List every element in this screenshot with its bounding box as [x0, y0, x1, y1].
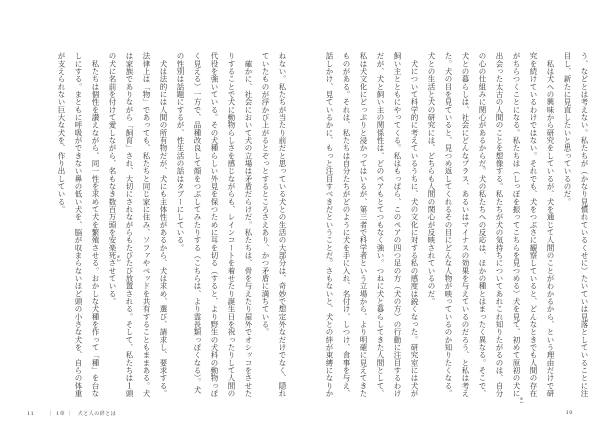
text-column: 代役を強いている。その犬種らしい外見を保つために耳を切る（すると、より野生の犬科の動物っぽ	[210, 52, 219, 398]
text-column: 確かに、社会において犬の立場は矛盾だらけだ。私たちは、骨を与えたり屋外でオシッコをさせた	[244, 52, 253, 398]
text-column: 犬との暮らしは、社会にどんなプラス、あるいはマイナスの効果を与えているのだろう、と私は考え	[461, 52, 470, 398]
text-column: 私たちは個性を讃えながら、同一性を求めて犬を繁殖させる。おかしな犬種を作って「種」を台な	[91, 52, 100, 398]
text-column: りすることで犬に動物らしさを感じながらも、レインコートを着せたり誕生日を祝ったりして人間の	[227, 52, 236, 398]
footnote-marker: ※2	[116, 254, 121, 262]
chapter-title: 犬と人の絆とは	[77, 411, 117, 417]
text-column: の性別は話題にするが、性生活の話はタブーにしている。	[176, 52, 185, 252]
text-column: 出会った太古の人間のことを想像する。私たちが犬の気持ちについてあれこれ知りたがるのは、自分	[495, 52, 504, 398]
text-column: く見える）一方で、品種改良して顔をつぶしてみたりする（こちらは、より霊長類っぽくなる）。犬	[193, 52, 202, 394]
footnote-marker: ※1	[519, 396, 524, 404]
page-10-footer	[566, 410, 573, 416]
text-column: だが、犬と飼い主の関係性は、どのペアもとてつもなく強い。つねに犬と暮らしてきた人間として、	[376, 52, 385, 398]
text-column: 犬について科学的に考えているうちに、犬の文化に対する私の感度は鋭くなった。研究室には犬が	[410, 52, 419, 398]
text-column: う、などとは考えない。私たちが（かなり見慣れているくせに）たいていは見落としていることに注	[580, 52, 589, 398]
text-column: た。犬の目を見ていると、見つめ返してくれるその目にどんな人物が映っているのか知りたくなる。	[444, 52, 453, 398]
text-column: 目し、新たに見直したいと思っているのだ。	[563, 52, 572, 206]
text-column: がちらつくことになる。私たちは（しっぽを振ってこちらを見つめる）犬を見て、初めて原初の犬に	[512, 52, 521, 398]
text-column: 犬は法的には人間の所有物だが、犬にも主体性があるから、犬は求め、選び、請求し、要求する。	[159, 52, 168, 398]
page-number: 11	[27, 411, 35, 417]
text-column: は家族でありながら「飼育」され、大切にされながらもたびたび放置される。そして、私たちは１頭	[125, 52, 134, 398]
text-column: 私は犬文化にどっぷりと浸かってはいるが、第三者で科学者という立場から、より明確に見えてきた	[359, 52, 368, 398]
text-column: 犬との生活と犬の研究には、どちらも人間の関心が反映されているのだ。	[427, 52, 436, 306]
text-column: ねない。私たちが当たり前だと思っている犬との生活の大部分は、奇妙で想定外なだけでなく、隠れ	[278, 52, 287, 398]
text-column: ていたものが浮かび上がるとぞっとするところさえあり、かつ矛盾に満ちている。	[261, 52, 270, 336]
text-column: が支えられない巨大な犬を、作り出している。	[57, 52, 66, 214]
text-column: ものがある。それは、私たちは自分たちがどのように犬を手に入れ、名付け、しつけ、食事を与え、	[342, 52, 351, 398]
text-column: 飼い主とともにやってくる。私はもっぱら、このペアの四つ足の方（犬の方）の行動に注目するわけ	[393, 52, 402, 398]
text-column: 究を続けているわけではない。それでも、犬をつぶさに観察していると、どんなときでも人間の存在	[529, 52, 538, 398]
page-11-text-block	[53, 52, 291, 399]
page-10	[300, 0, 600, 444]
text-column: 話しかけ、見ているかに、もっと注目すべきだということだ。さもないと、犬との絆が束縛になりか	[325, 52, 334, 398]
text-column: 法律上は「物」であっても、私たちと同じ家に住み、ソファやベッドを共有することもままある。犬	[142, 52, 151, 398]
chapter-marker: ｜ 1章 ｜	[48, 411, 73, 417]
page-11-footer	[27, 410, 116, 417]
text-column: しにする。まともに呼吸ができない鼻の低い犬を、脳が収まらないほど頭の小さな犬を、自らの体重	[74, 52, 83, 398]
text-column: の心の仕組みに関心があるからだ。犬の私たちへの反応は、ほかの種とはまったく異なる。そこで、	[478, 52, 487, 398]
text-column: の犬に名前を付けて愛しながら、名もなき数百万頭を安楽死させている。	[108, 52, 117, 306]
page-number: 10	[565, 410, 573, 416]
page-10-text-block	[321, 52, 593, 399]
text-column: 私は犬への興味から研究をしているが、犬を通じて人間のことがわかるから、という理由だけで研	[546, 52, 555, 398]
